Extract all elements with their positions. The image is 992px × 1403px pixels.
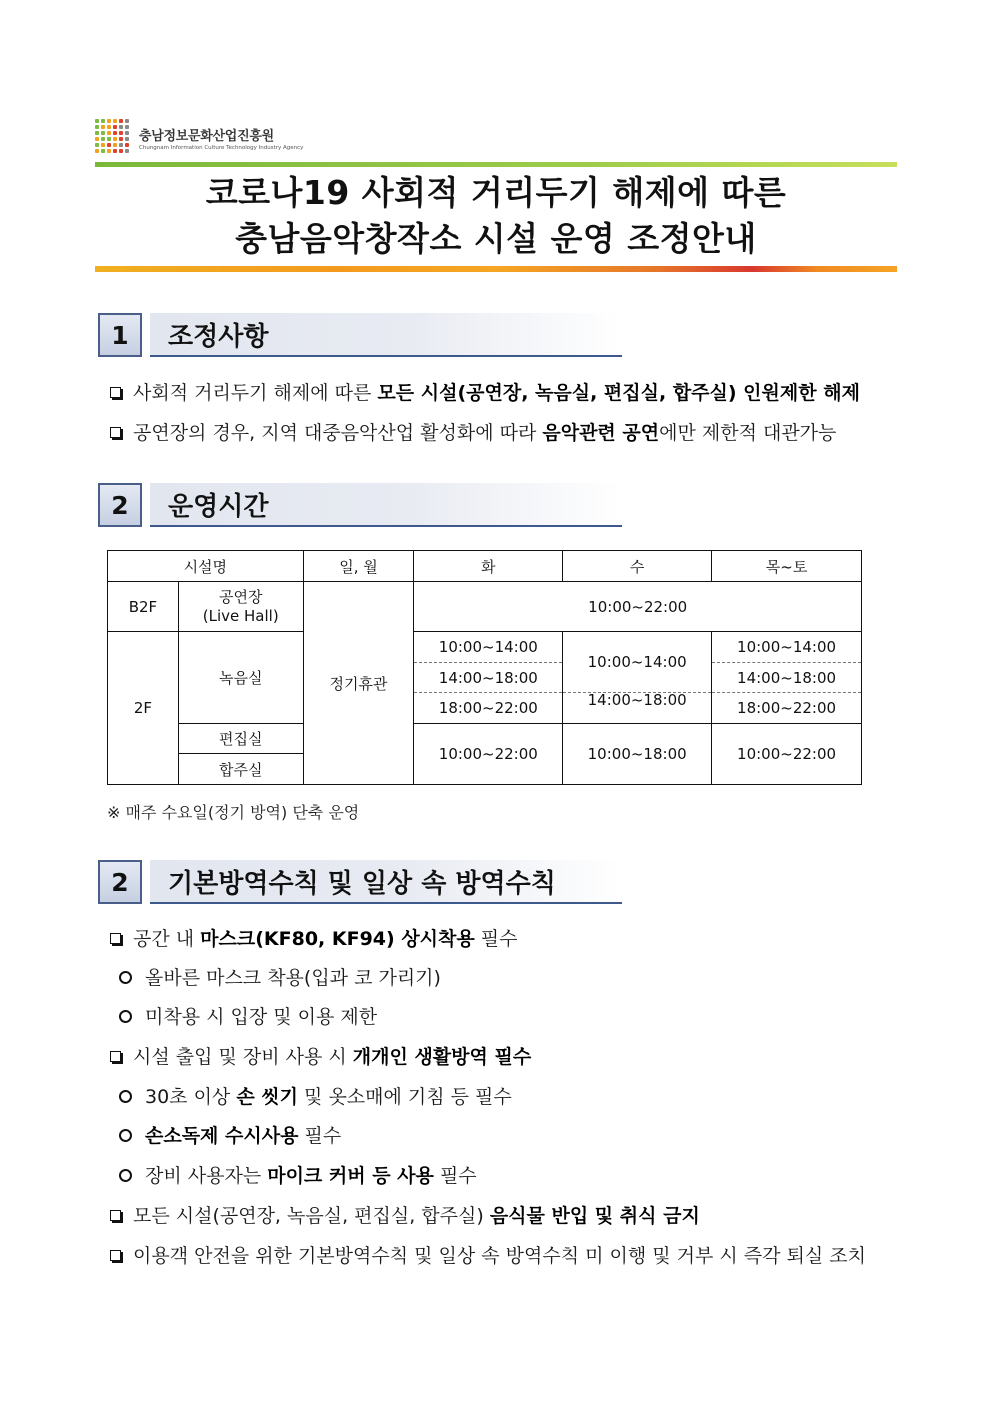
rule-subitem: 미착용 시 입장 및 이용 제한 (119, 1004, 377, 1030)
section-number: 1 (98, 313, 142, 357)
logo-dot (113, 137, 117, 141)
facility-ensemble: 합주실 (178, 754, 303, 785)
circle-bullet-icon (119, 971, 132, 984)
rule-subitem: 손소독제 수시사용 필수 (119, 1123, 341, 1149)
logo-mark-icon (95, 119, 131, 157)
title-line-1: 코로나19 사회적 거리두기 해제에 따른 (205, 173, 787, 212)
rule-item-mask: 공간 내 마스크(KF80, KF94) 상시착용 필수 (110, 926, 517, 952)
header-tue: 화 (414, 551, 563, 582)
logo-dot (125, 137, 129, 141)
circle-bullet-icon (119, 1169, 132, 1182)
rec-thu-slot-2: 14:00~18:00 (712, 663, 862, 693)
logo-dot (125, 119, 129, 123)
logo-dot (119, 149, 123, 153)
rec-thu-slot-1: 10:00~14:00 (712, 632, 862, 663)
section-adjustments-header (98, 313, 622, 359)
section-number: 2 (98, 483, 142, 527)
edit-tue-hours: 10:00~22:00 (414, 724, 563, 785)
logo-dot (101, 125, 105, 129)
operating-hours-table (107, 550, 862, 785)
square-bullet-icon (110, 1210, 121, 1221)
edit-thu-hours: 10:00~22:00 (712, 724, 862, 785)
table-row (108, 724, 862, 754)
facility-editing: 편집실 (178, 724, 303, 754)
title-line-2: 충남음악창작소 시설 운영 조정안내 (235, 219, 757, 258)
square-bullet-icon (110, 427, 121, 438)
logo-dot (125, 125, 129, 129)
rec-tue-slot-1: 10:00~14:00 (414, 632, 563, 663)
table-row (108, 632, 862, 663)
wednesday-note: ※ 매주 수요일(정기 방역) 단축 운영 (107, 803, 360, 822)
section-hours-header (98, 483, 622, 529)
logo-dot (113, 149, 117, 153)
logo-dot (95, 119, 99, 123)
logo-dot (95, 131, 99, 135)
square-bullet-icon (110, 1051, 121, 1062)
logo-dot (119, 143, 123, 147)
logo-dot (119, 119, 123, 123)
logo-dot (95, 149, 99, 153)
header-sun-mon: 일, 월 (303, 551, 414, 582)
logo-dot (95, 137, 99, 141)
logo-dot (113, 143, 117, 147)
section-number: 2 (98, 860, 142, 904)
live-hall-hours: 10:00~22:00 (414, 582, 862, 632)
rule-item-expulsion: 이용객 안전을 위한 기본방역수칙 및 일상 속 방역수칙 미 이행 및 거부 시 즉각 퇴실 조치 (110, 1243, 866, 1269)
rule-item-hygiene: 시설 출입 및 장비 사용 시 개개인 생활방역 필수 (110, 1044, 531, 1070)
section-quarantine-header (98, 860, 622, 906)
adjustment-item-1: 사회적 거리두기 해제에 따른 모든 시설(공연장, 녹음실, 편집실, 합주실) 인원제한 해제 (110, 380, 860, 406)
section-title: 운영시간 (150, 483, 622, 527)
facility-live-hall: 공연장 (Live Hall) (178, 582, 303, 632)
header-wed: 수 (563, 551, 712, 582)
logo-dot (101, 131, 105, 135)
table-row (108, 582, 862, 632)
logo-dot (101, 143, 105, 147)
logo-dot (95, 143, 99, 147)
rec-wed-slot-2: 14:00~18:00 (563, 685, 712, 716)
circle-bullet-icon (119, 1010, 132, 1023)
square-bullet-icon (110, 933, 121, 944)
header-divider-green (95, 162, 897, 167)
edit-wed-hours: 10:00~18:00 (563, 724, 712, 785)
logo-dot (113, 131, 117, 135)
header-facility: 시설명 (108, 551, 304, 582)
table-header-row (108, 551, 862, 582)
logo-dot (125, 143, 129, 147)
rec-wed-slot-1: 10:00~14:00 (563, 632, 712, 693)
title-divider-orange (95, 266, 897, 272)
logo-dot (101, 149, 105, 153)
org-name-en: Chungnam Information Culture Technology Industry Agency (139, 145, 304, 151)
logo-dot (101, 119, 105, 123)
logo-dot (107, 143, 111, 147)
section-title: 기본방역수칙 및 일상 속 방역수칙 (150, 860, 622, 904)
logo-dot (95, 125, 99, 129)
logo-dot (125, 131, 129, 135)
rule-item-food: 모든 시설(공연장, 녹음실, 편집실, 합주실) 음식물 반입 및 취식 금지 (110, 1203, 700, 1229)
logo-dot (119, 125, 123, 129)
logo-dot (107, 125, 111, 129)
rule-subitem: 장비 사용자는 마이크 커버 등 사용 필수 (119, 1163, 477, 1189)
org-logo (95, 118, 303, 158)
rec-thu-slot-3: 18:00~22:00 (712, 693, 862, 724)
section-title: 조정사항 (150, 313, 622, 357)
logo-dot (107, 137, 111, 141)
logo-dot (113, 125, 117, 129)
logo-dot (119, 137, 123, 141)
floor-b2f: B2F (108, 582, 179, 632)
closed-days-cell: 정기휴관 (303, 582, 414, 785)
logo-dot (113, 119, 117, 123)
logo-dot (107, 131, 111, 135)
document-title (95, 170, 897, 262)
logo-dot (107, 149, 111, 153)
circle-bullet-icon (119, 1129, 132, 1142)
header-thu-sat: 목~토 (712, 551, 862, 582)
adjustment-item-2: 공연장의 경우, 지역 대중음악산업 활성화에 따라 음악관련 공연에만 제한적 대관가능 (110, 420, 836, 446)
floor-2f: 2F (108, 632, 179, 785)
logo-dot (101, 137, 105, 141)
square-bullet-icon (110, 387, 121, 398)
logo-dot (125, 149, 129, 153)
rule-subitem: 올바른 마스크 착용(입과 코 가리기) (119, 965, 441, 991)
logo-dot (119, 131, 123, 135)
rec-tue-slot-2: 14:00~18:00 (414, 663, 563, 693)
rec-tue-slot-3: 18:00~22:00 (414, 693, 563, 724)
facility-recording: 녹음실 (178, 632, 303, 724)
square-bullet-icon (110, 1250, 121, 1261)
org-name-ko: 충남정보문화산업진흥원 (139, 129, 274, 144)
logo-dot (107, 119, 111, 123)
circle-bullet-icon (119, 1090, 132, 1103)
rule-subitem: 30초 이상 손 씻기 및 옷소매에 기침 등 필수 (119, 1084, 512, 1110)
